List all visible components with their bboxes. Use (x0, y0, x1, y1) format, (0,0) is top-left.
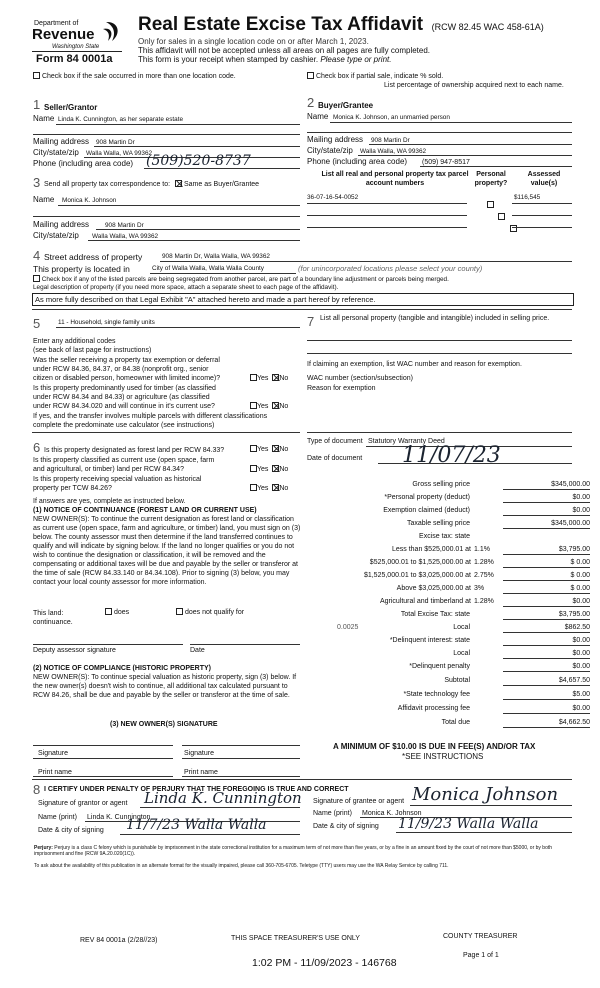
type-or-print-note: Please type or print. (320, 55, 392, 64)
delinquent-local-row (307, 648, 590, 659)
grantor-date-handwritten[interactable]: 11/7/23 Walla Walla (126, 817, 267, 833)
header-line-3 (138, 55, 391, 65)
section-8-number: 8 (33, 782, 41, 797)
gross-price-row (307, 479, 590, 490)
buyer-phone-label: Phone (including area code) (307, 157, 408, 166)
multi-location-label: Check box if the sale occurred in more than one location code. (41, 73, 236, 80)
perjury-label: Perjury: (34, 845, 53, 851)
wac-number-label: WAC number (section/subsection) (307, 375, 413, 382)
legal-description-text: As more fully described on that Legal Exhibit "A" attached hereto and made a part hereof by reference. (35, 295, 376, 304)
page-title: Real Estate Excise Tax Affidavit (138, 14, 424, 35)
affidavit-fee-label: Affidavit processing fee (397, 705, 470, 712)
compliance-notice-body: NEW OWNER(S): To continue special valuation as historic property, sign (3) below. If the new owner(s) doesn't wish to continue, all additional tax calculated pursuant to RCW 84.26, shall be due and payable by the seller or transferor at the time of sale. (33, 674, 297, 699)
legal-description-box[interactable] (32, 293, 574, 306)
agricultural-label: Agricultural and timberland at (379, 598, 471, 605)
delinquent-penalty-label: *Delinquent penalty (409, 663, 470, 670)
department-of-revenue-logo (30, 18, 122, 58)
total-state-value[interactable]: $3,795.00 (503, 609, 590, 620)
no-label: No (279, 375, 289, 382)
multi-location-check-row (33, 72, 236, 81)
no-label: No (279, 446, 289, 453)
document-date-label: Date of document (307, 455, 363, 462)
buyer-phone-field[interactable]: (509) 947-8517 (422, 159, 470, 166)
correspondence-label: Send all property tax correspondence to: (44, 181, 171, 188)
this-land-label: This land: (33, 610, 64, 617)
owner-print-line-1 (33, 758, 173, 759)
buyer-city-line (358, 155, 572, 156)
owner-print-line-2 (182, 758, 300, 759)
local-rate: 0.0025 (337, 624, 359, 631)
rate-tier-3-rate: 2.75% (474, 572, 494, 579)
page-number: Page 1 of 1 (463, 952, 499, 959)
continuance-notice-body: NEW OWNER(S): To continue the current designation as forest land or classification as current use (open space, farm and agriculture, or timber) land, you must sign on (3) below. The county assessor must then determine if the land transferred continues to qualify and will indicate by signing below. If the land no longer qualifies or you do not wish to continue the designation or classification, it will be removed and the compensating or additional taxes will be due and payable by the seller or transferor at the time of sale (RCW 84.33.140 or 84.34.108). Prior to signing (3) below, you may contact your local county assessor for more information. (33, 516, 301, 586)
section-4-number: 4 (33, 248, 41, 263)
owner-print-label-1: Print name (38, 769, 72, 776)
minimum-due-notice: A MINIMUM OF $10.00 IS DUE IN FEE(S) AND/OR TAX (333, 742, 536, 751)
revision-number: REV 84 0001a (2/28//23) (80, 937, 158, 944)
seller-city-label: City/state/zip (33, 148, 79, 157)
buyer-name-label: Name (307, 112, 329, 121)
section-2-number: 2 (307, 95, 315, 110)
buyer-mail-line (369, 144, 572, 145)
current-use-yes-checkbox[interactable] (250, 465, 257, 472)
subtotal-label: Subtotal (444, 677, 470, 684)
grantee-signature-line (410, 805, 572, 806)
yes-label: Yes (257, 485, 269, 492)
grantor-date-line (120, 834, 300, 835)
ownership-note: List percentage of ownership acquired next to each name. (384, 82, 564, 89)
owner-print-bottom-line-1 (33, 776, 173, 777)
affidavit-fee-value[interactable]: $0.00 (503, 703, 590, 714)
exemption-no-checkbox[interactable] (272, 374, 279, 381)
total-due-value[interactable]: $4,662.50 (503, 717, 590, 728)
value-line-1 (512, 203, 572, 204)
correspondence-name-line (58, 205, 300, 206)
technology-fee-row (307, 689, 590, 700)
personal-property-row (307, 492, 590, 503)
seller-name-field[interactable]: Linda K. Cunnington, as her separate estate (58, 116, 184, 123)
timber-no-checkbox[interactable] (272, 402, 279, 409)
perjury-text: Perjury is a class C felony which is punishable by imprisonment in the state correctional institution for a maximum term of not more than five years, or by a fine in an amount fixed by the court of not more than $5000, or by both imprisonment and fine (RCW 9A.20.020(1C)). (34, 845, 553, 857)
value-line-3 (512, 227, 572, 228)
seller-name-label: Name (33, 114, 55, 123)
affidavit-fee-row (307, 703, 590, 714)
located-line (150, 273, 296, 274)
logo-state: Washington State (52, 44, 100, 50)
taxable-price-row (307, 518, 590, 529)
buyer-name-line (330, 122, 572, 123)
agricultural-rate: 1.28% (474, 598, 494, 605)
if-yes-note: If answers are yes, complete as instructed below. (33, 498, 186, 505)
correspondence-blank-line (33, 216, 300, 217)
grantor-signature-label: Signature of grantor or agent (38, 800, 128, 807)
exemption-question-a: Was the seller receiving a property tax exemption or deferral (33, 357, 220, 364)
historic-no-checkbox[interactable] (272, 484, 279, 491)
subtotal-row (307, 675, 590, 686)
seller-name-line (56, 124, 300, 125)
use-code-line (56, 327, 300, 328)
yes-label: Yes (257, 466, 269, 473)
correspondence-mail-line (96, 229, 300, 230)
exemption-value[interactable]: $0.00 (503, 505, 590, 516)
current-use-no-checkbox[interactable] (272, 465, 279, 472)
grantor-signature-line (140, 807, 300, 808)
total-due-row (307, 717, 590, 728)
gross-price-value[interactable]: $345,000.00 (503, 479, 590, 490)
historic-question-a: Is this property receiving special valuation as historical (33, 476, 202, 483)
street-line (160, 261, 572, 262)
partial-sale-check-row (307, 72, 443, 81)
rate-tier-4-value[interactable]: $ 0.00 (503, 583, 590, 594)
grantee-signature-handwritten[interactable]: Monica Johnson (412, 784, 559, 805)
forest-answers (250, 445, 288, 454)
exemption-question-c: citizen or disabled person, homeowner with limited income)? (33, 375, 221, 382)
calculator-note-a: If yes, and the transfer involves multiple parcels with different classifications (33, 413, 268, 420)
seller-heading: Seller/Grantor (44, 103, 98, 112)
deputy-signature-line (33, 644, 183, 645)
yes-label: Yes (257, 446, 269, 453)
gross-price-label: Gross selling price (412, 481, 470, 488)
historic-question-b: property per TCW 84.26? (33, 485, 112, 492)
treasurer-space-note: THIS SPACE TREASURER'S USE ONLY (231, 935, 360, 942)
seller-mail-line (94, 146, 300, 147)
grantor-signature-handwritten[interactable]: Linda K. Cunnington (144, 789, 302, 807)
rate-tier-2-value[interactable]: $ 0.00 (503, 557, 590, 568)
rate-tier-4-row (307, 583, 590, 594)
delinquent-interest-row (307, 635, 590, 646)
section-1-number: 1 (33, 97, 41, 112)
buyer-name-field[interactable]: Monica K. Johnson, an unmarried person (333, 114, 450, 121)
seller-blank-line (33, 134, 300, 135)
timber-question-b: under RCW 84.34 and 84.33) or agriculture (as classified (33, 394, 210, 401)
personal-property-column-header: Personal property? (474, 171, 508, 187)
buyer-city-label: City/state/zip (307, 146, 353, 155)
personal-property-line-1 (307, 340, 572, 341)
segregated-checkbox[interactable] (33, 275, 40, 282)
exemption-question-b: under RCW 84.36, 84.37, or 84.38 (nonprofit org., senior (33, 366, 209, 373)
exemption-yes-checkbox[interactable] (250, 374, 257, 381)
legal-description-label: Legal description of property (if you need more space, attach a separate sheet to each page of the affidavit). (33, 284, 339, 291)
compliance-notice-title: (2) NOTICE OF COMPLIANCE (HISTORIC PROPERTY) (33, 665, 211, 672)
accessibility-notice: To ask about the availability of this publication in an alternate format for the visually impaired, please call 360-705-6705. Teletype (TTY) users may use the WA Relay Service by calling 711. (34, 863, 449, 869)
located-hint: (for unincorporated locations please select your county) (298, 264, 483, 273)
exemption-claim-label: If claiming an exemption, list WAC number and reason for exemption. (307, 361, 522, 368)
additional-codes-label: Enter any additional codes (33, 338, 116, 345)
deputy-date-line (190, 644, 300, 645)
personal-property-value[interactable]: $0.00 (503, 492, 590, 503)
timber-question-a: Is this property predominantly used for timber (as classified (33, 385, 216, 392)
exemption-answers (250, 374, 288, 383)
correspondence-city-field[interactable]: Walla Walla, WA 99362 (92, 233, 159, 240)
grantee-date-label: Date & city of signing (313, 823, 379, 830)
timber-yes-checkbox[interactable] (250, 402, 257, 409)
taxable-price-value[interactable]: $345,000.00 (503, 518, 590, 529)
document-date-line (378, 463, 572, 464)
local-value[interactable]: $862.50 (503, 622, 590, 633)
agricultural-value[interactable]: $0.00 (503, 596, 590, 607)
certify-statement: I CERTIFY UNDER PENALTY OF PERJURY THAT THE FOREGOING IS TRUE AND CORRECT (44, 786, 349, 793)
perjury-notice (34, 845, 572, 857)
rate-tier-2-label: $525,000.01 to $1,525,000.00 at (369, 559, 471, 566)
seller-phone-handwritten[interactable]: (509)520-8737 (146, 153, 251, 169)
segregated-label: Check box if any of the listed parcels are being segregated from another parcel, are part of a boundary line adjustment or parcels being merged. (41, 276, 449, 283)
document-type-field[interactable]: Statutory Warranty Deed (368, 438, 445, 445)
header-line-1: Only for sales in a single location code on or after March 1, 2023. (138, 37, 369, 46)
total-due-label: Total due (441, 719, 470, 726)
section-8-top-line (32, 779, 572, 780)
excise-state-label: Excise tax: state (419, 533, 470, 540)
delinquent-penalty-row (307, 661, 590, 672)
does-qualify-checkbox[interactable] (105, 608, 112, 615)
deputy-date-label: Date (190, 647, 205, 654)
local-tax-row (307, 622, 590, 633)
yes-label: Yes (257, 403, 269, 410)
partial-sale-checkbox[interactable] (307, 72, 314, 79)
rcw-reference: (RCW 82.45 WAC 458-61A) (431, 22, 544, 32)
owner-print-bottom-line-2 (182, 776, 300, 777)
grantee-name-label: Name (print) (313, 810, 352, 817)
buyer-mail-label: Mailing address (307, 135, 364, 144)
no-label: No (279, 466, 289, 473)
use-code-field[interactable]: 11 - Household, single family units (58, 319, 155, 326)
yes-label: Yes (257, 375, 269, 382)
receipt-note: This form is your receipt when stamped by cashier. (138, 55, 319, 64)
rate-tier-4-rate: 3% (474, 585, 485, 592)
subtotal-value[interactable]: $4,657.50 (503, 675, 590, 686)
personal-property-list-label: List all personal property (tangible and intangible) included in selling price. (320, 315, 550, 322)
section-4-divider (32, 309, 572, 310)
forest-no-checkbox[interactable] (272, 445, 279, 452)
rate-tier-1-value[interactable]: $3,795.00 (503, 544, 590, 555)
owner-signature-label-2: Signature (184, 750, 214, 757)
personal-property-checkbox-1[interactable] (487, 201, 494, 208)
does-option (105, 608, 129, 617)
grantor-date-label: Date & city of signing (38, 827, 104, 834)
taxable-price-label: Taxable selling price (406, 520, 470, 527)
revenue-swoosh-icon (100, 19, 122, 45)
current-use-question-a: Is this property classified as current use (open space, farm (33, 457, 215, 464)
grantor-name-field[interactable]: Linda K. Cunnington (87, 814, 151, 821)
logo-dept: Department of (34, 20, 79, 27)
parcel-number[interactable]: 36-07-16-54-0052 (307, 194, 359, 201)
seller-phone-line (144, 168, 300, 169)
correspondence-city-label: City/state/zip (33, 231, 79, 240)
section-5-number: 5 (33, 316, 41, 331)
assessed-value-column-header: Assessed value(s) (527, 171, 561, 187)
owner-print-label-2: Print name (184, 769, 218, 776)
does-not-qualify-checkbox[interactable] (176, 608, 183, 615)
forest-question: Is this property designated as forest land per RCW 84.33? (44, 447, 225, 454)
grantee-date-handwritten[interactable]: 11/9/23 Walla Walla (398, 816, 539, 832)
historic-yes-checkbox[interactable] (250, 484, 257, 491)
does-label: does (113, 609, 130, 616)
total-state-label: Total Excise Tax: state (400, 611, 470, 618)
parcel-column-header: List all real and personal property tax parcel account numbers (321, 171, 469, 187)
owner-signature-label-1: Signature (38, 750, 68, 757)
rate-tier-1-row (307, 544, 590, 555)
continuance-notice-title: (1) NOTICE OF CONTINUANCE (FOREST LAND OR CURRENT USE) (33, 507, 257, 514)
additional-codes-hint: (see back of last page for instructions) (33, 347, 152, 354)
section-3-number: 3 (33, 175, 41, 190)
correspondence-mail-field[interactable]: 908 Martin Dr (105, 222, 144, 229)
timber-answers (250, 402, 288, 411)
new-owner-signature-title: (3) NEW OWNER(S) SIGNATURE (110, 721, 218, 728)
personal-property-label: *Personal property (deduct) (384, 494, 470, 501)
document-type-label: Type of document (307, 438, 363, 445)
seller-mail-field[interactable]: 908 Martin Dr (96, 139, 135, 146)
calculator-note-b: complete the predominate use calculator (see instructions) (33, 422, 215, 429)
form-number: Form 84 0001a (36, 53, 113, 65)
correspondence-name-label: Name (33, 195, 55, 204)
page-title-row (138, 14, 544, 36)
personal-property-checkbox-2[interactable] (498, 213, 505, 220)
rate-tier-3-label: $1,525,000.01 to $3,025,000.00 at (363, 572, 471, 579)
seller-mail-label: Mailing address (33, 137, 90, 146)
partial-sale-label: Check box if partial sale, indicate % sold. (315, 73, 444, 80)
owner-signature-line-2 (182, 745, 300, 746)
rate-tier-4-label: Above $3,025,000.00 at (396, 585, 471, 592)
see-instructions-note: *SEE INSTRUCTIONS (402, 752, 484, 761)
agricultural-row (307, 596, 590, 607)
segregated-check-row (33, 275, 449, 284)
section-5-divider (32, 432, 300, 433)
grantee-signature-label: Signature of grantee or agent (313, 798, 405, 805)
correspondence-name-field[interactable]: Monica K. Johnson (62, 197, 117, 204)
excise-state-row (307, 531, 590, 542)
exemption-row (307, 505, 590, 516)
current-use-answers (250, 465, 288, 474)
located-label: This property is located in (33, 264, 130, 274)
buyer-mail-field[interactable]: 908 Martin Dr (371, 137, 410, 144)
logo-divider (32, 51, 122, 52)
parcel-line-3 (307, 227, 467, 228)
grantor-name-label: Name (print) (38, 814, 77, 821)
rate-tier-1-label: Less than $525,000.01 at (391, 546, 471, 553)
total-state-row (307, 609, 590, 620)
does-not-option (176, 608, 244, 617)
seller-phone-label: Phone (including area code) (33, 159, 134, 168)
street-label: Street address of property (44, 252, 143, 262)
value-line-2 (512, 215, 572, 216)
technology-fee-value[interactable]: $5.00 (503, 689, 590, 700)
rate-tier-2-rate: 1.28% (474, 559, 494, 566)
rate-tier-1-rate: 1.1% (474, 546, 490, 553)
technology-fee-label: *State technology fee (403, 691, 470, 698)
buyer-heading: Buyer/Grantee (318, 101, 374, 110)
logo-name: Revenue (32, 26, 95, 43)
historic-answers (250, 484, 288, 493)
does-not-label: does not qualify for (184, 609, 245, 616)
section-6-number: 6 (33, 440, 41, 455)
delinquent-interest-label: *Delinquent interest: state (389, 637, 470, 644)
correspondence-row (44, 180, 259, 189)
seller-city-field[interactable]: Walla Walla, WA 99362 (86, 150, 153, 157)
current-use-question-b: and agricultural, or timber) land per RCW 84.34? (33, 466, 184, 473)
no-label: No (279, 485, 289, 492)
county-treasurer-label: COUNTY TREASURER (443, 933, 518, 940)
buyer-city-field[interactable]: Walla Walla, WA 99362 (360, 148, 427, 155)
continuance-label: continuance. (33, 619, 73, 626)
section-7-number: 7 (307, 314, 315, 329)
delinquent-penalty-value[interactable]: $0.00 (503, 661, 590, 672)
exemption-label: Exemption claimed (deduct) (383, 507, 470, 514)
no-label: No (279, 403, 289, 410)
delinquent-local-label: Local (453, 650, 470, 657)
assessed-value[interactable]: $116,545 (514, 194, 541, 201)
deputy-signature-label: Deputy assessor signature (33, 647, 116, 654)
buyer-phone-line (420, 166, 572, 167)
parcel-line-1 (307, 203, 467, 204)
grantee-name-field[interactable]: Monica K. Johnson (362, 810, 422, 817)
parcel-line-2 (307, 215, 467, 216)
rate-tier-3-row (307, 570, 590, 581)
recording-stamp: 1:02 PM - 11/09/2023 - 146768 (252, 957, 397, 969)
correspondence-mail-label: Mailing address (33, 220, 90, 229)
same-as-buyer-checkbox[interactable] (175, 180, 182, 187)
forest-yes-checkbox[interactable] (250, 445, 257, 452)
owner-signature-line-1 (33, 745, 173, 746)
rate-tier-3-value[interactable]: $ 0.00 (503, 570, 590, 581)
personal-property-line-2 (307, 353, 572, 354)
grantee-date-line (396, 832, 572, 833)
document-date-handwritten[interactable]: 11/07/23 (402, 443, 501, 468)
rate-tier-2-row (307, 557, 590, 568)
same-as-buyer-label: Same as Buyer/Grantee (183, 181, 260, 188)
multi-location-checkbox[interactable] (33, 72, 40, 79)
correspondence-city-line (88, 240, 300, 241)
delinquent-interest-value[interactable]: $0.00 (503, 635, 590, 646)
exemption-reason-label: Reason for exemption (307, 385, 376, 392)
located-field[interactable]: City of Walla Walla, Walla Walla County (152, 265, 264, 272)
timber-question-c: under RCW 84.34.020 and will continue in it's current use? (33, 403, 215, 410)
delinquent-local-value[interactable]: $0.00 (503, 648, 590, 659)
local-label: Local (453, 624, 470, 631)
buyer-blank-line (307, 132, 572, 133)
header-line-2: This affidavit will not be accepted unless all areas on all pages are fully completed. (138, 46, 431, 55)
street-field[interactable]: 908 Martin Dr, Walla Walla, WA 99362 (162, 253, 270, 260)
exemption-reason-line (307, 432, 572, 433)
